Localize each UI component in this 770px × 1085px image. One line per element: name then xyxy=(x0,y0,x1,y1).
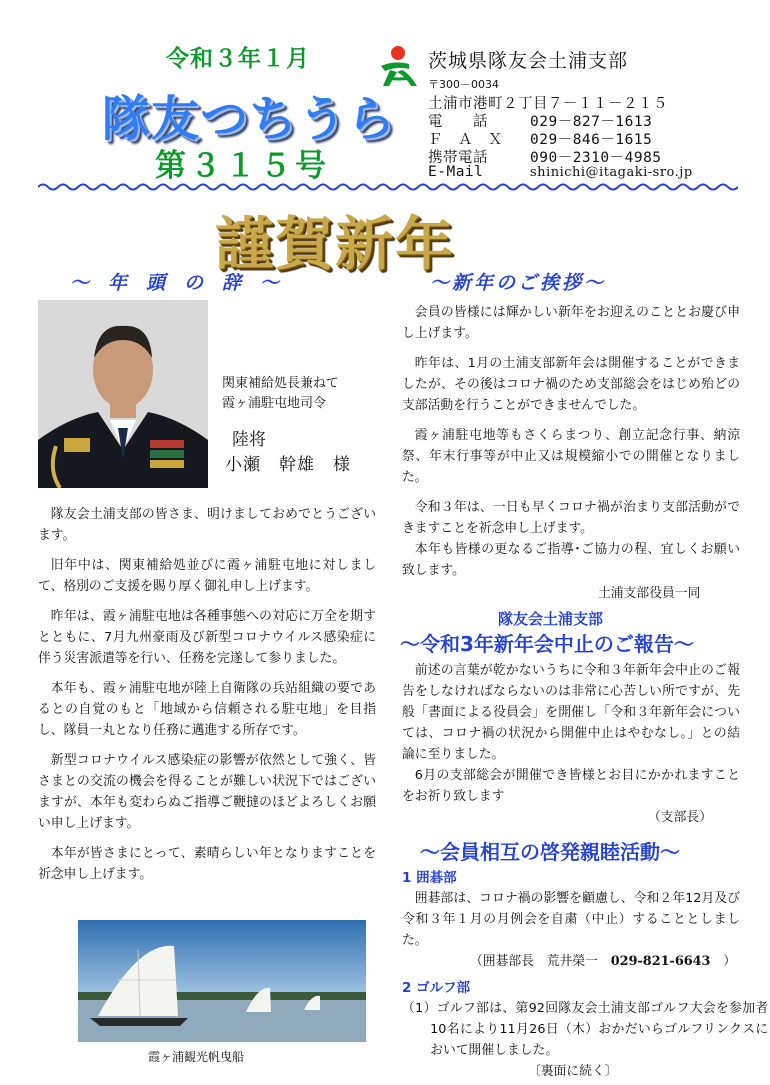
greeting-paragraph: 霞ヶ浦駐屯地等もさくらまつり、創立記念行事、納涼祭、年末行事等が中止又は規模縮小での開催となりました。 xyxy=(402,428,740,485)
address-body xyxy=(38,504,376,885)
go-club-phone: 029-821-6643 xyxy=(610,954,711,969)
sailboat-photo xyxy=(78,920,366,1042)
email-label: E-Mail xyxy=(428,164,484,180)
activities-heading: ～会員相互の啓発親睦活動～ xyxy=(420,840,680,864)
greeting-body xyxy=(402,302,740,581)
association-logo-icon xyxy=(375,42,425,92)
golf-club-title: 2 ゴルフ部 xyxy=(402,980,471,996)
continued-note: 〔裏面に続く〕 xyxy=(528,1064,618,1079)
commander-portrait xyxy=(38,300,208,488)
sailboat-image xyxy=(78,920,366,1042)
report-paragraph: 6月の支部総会が開催でき皆様とお目にかかれますことをお祈り致します xyxy=(402,768,740,804)
email-address: shinichi@itagaki-sro.jp xyxy=(530,165,693,180)
newsletter-title: 隊友つちうら xyxy=(102,91,397,147)
address-paragraph: 新型コロナウイルス感染症の影響が依然として強く、皆さまとの交流の機会を得ることが難しい状況下ではございますが、本年も変わらぬご指導ご鞭撻のほどよろしくお願い申し上げます。 xyxy=(38,753,376,831)
address-paragraph: 本年も、霞ヶ浦駐屯地が陸上自衛隊の兵站組織の要であるとの自覚のもと「地域から信頼される駐屯地」を目指し、隊員一丸となり任務に邁進する所存です。 xyxy=(38,681,376,738)
email-row xyxy=(428,164,693,180)
mobile-number: 090－2310－4985 xyxy=(530,150,662,166)
greeting-paragraph: 会員の皆様には輝かしい新年をお迎えのこととお慶び申し上げます。 xyxy=(402,305,740,341)
greeting-paragraph: 昨年は、1月の土浦支部新年会は開催することができましたが、その後はコロナ禍のため支部総会をはじめ殆どの支部活動を行うことができませんでした。 xyxy=(402,356,740,413)
go-club-contact-name: （囲碁部長 荒井榮一 xyxy=(470,954,598,969)
fax-label: Ｆ Ａ Ｘ xyxy=(428,132,503,148)
postal-code: 〒300－0034 xyxy=(428,78,499,91)
golf-club-text: （1）ゴルフ部は、第92回隊友会土浦支部ゴルフ大会を参加者10名により11月26日（木）おかだいらゴルフリンクスにおいて開催しました。 xyxy=(402,1001,769,1058)
report-body xyxy=(402,660,740,807)
portrait-image xyxy=(38,300,208,488)
commander-rank: 陸将 xyxy=(232,430,266,450)
photo-caption: 霞ヶ浦観光帆曳船 xyxy=(148,1050,245,1064)
phone-label: 電 話 xyxy=(428,114,488,130)
header-divider xyxy=(38,182,738,192)
commander-name: 小瀬 幹雄 様 xyxy=(225,455,351,475)
phone-number: 029－827－1613 xyxy=(530,114,653,130)
report-heading-line-1: 隊友会土浦支部 xyxy=(498,610,604,628)
issue-number: 第３１５号 xyxy=(155,148,330,184)
new-year-banner: 謹賀新年 xyxy=(215,210,456,278)
address-paragraph: 昨年は、霞ヶ浦駐屯地は各種事態への対応に万全を期すとともに、7月九州豪雨及び新型コロナウイルス感染症に伴う災害派遣等を行い、任務を完遂して参りました。 xyxy=(38,609,376,666)
organization-name: 茨城県隊友会土浦支部 xyxy=(428,50,629,72)
issue-date: 令和３年１月 xyxy=(166,46,310,72)
go-club-title: 1 囲碁部 xyxy=(402,870,457,886)
mobile-label: 携帯電話 xyxy=(428,150,488,166)
go-club-contact-end: ） xyxy=(723,954,737,969)
address: 土浦市港町２丁目７－１１－２１５ xyxy=(428,96,668,112)
report-heading-line-2: ～令和3年新年会中止のご報告～ xyxy=(400,632,694,656)
report-signature: （支部長） xyxy=(648,810,712,825)
address-paragraph: 本年が皆さまにとって、素晴らしい年となりますことを祈念申し上げます。 xyxy=(38,846,376,882)
commander-affiliation-2: 霞ヶ浦駐屯地司令 xyxy=(222,396,327,411)
fax-number: 029－846－1615 xyxy=(530,132,653,148)
greeting-signature: 土浦支部役員一同 xyxy=(598,586,701,601)
greeting-paragraph: 本年も皆様の更なるご指導･ご協力の程、宜しくお願い致します。 xyxy=(402,542,740,578)
report-paragraph: 前述の言葉が乾かないうちに令和３年新年会中止のご報告をしなければならないのは非常に心苦しい所ですが、先般「書面による役員会」を開催し「令和３年新年会については、コロナ禍の状況から開催中止はやむなし。」との結論に至りました。 xyxy=(402,663,740,762)
greeting-paragraph: 令和３年は、一日も早くコロナ禍が治まり支部活動ができますことを祈念申し上げます。 xyxy=(402,500,740,536)
new-year-address-heading: ～ 年 頭 の 辞 ～ xyxy=(70,272,280,294)
address-paragraph: 隊友会土浦支部の皆さま、明けましておめでとうございます。 xyxy=(38,507,376,543)
greeting-heading: ～新年のご挨拶～ xyxy=(430,272,607,294)
go-club-contact xyxy=(470,950,736,969)
go-club-text: 囲碁部は、コロナ禍の影響を顧慮し、令和２年12月及び令和３年１月の月例会を自粛（中止）することとしました。 xyxy=(402,891,740,948)
commander-affiliation-1: 関東補給処長兼ねて xyxy=(222,376,339,391)
address-paragraph: 旧年中は、関東補給処並びに霞ヶ浦駐屯地に対しまして、格別のご支援を賜り厚く御礼申し上げます。 xyxy=(38,558,376,594)
